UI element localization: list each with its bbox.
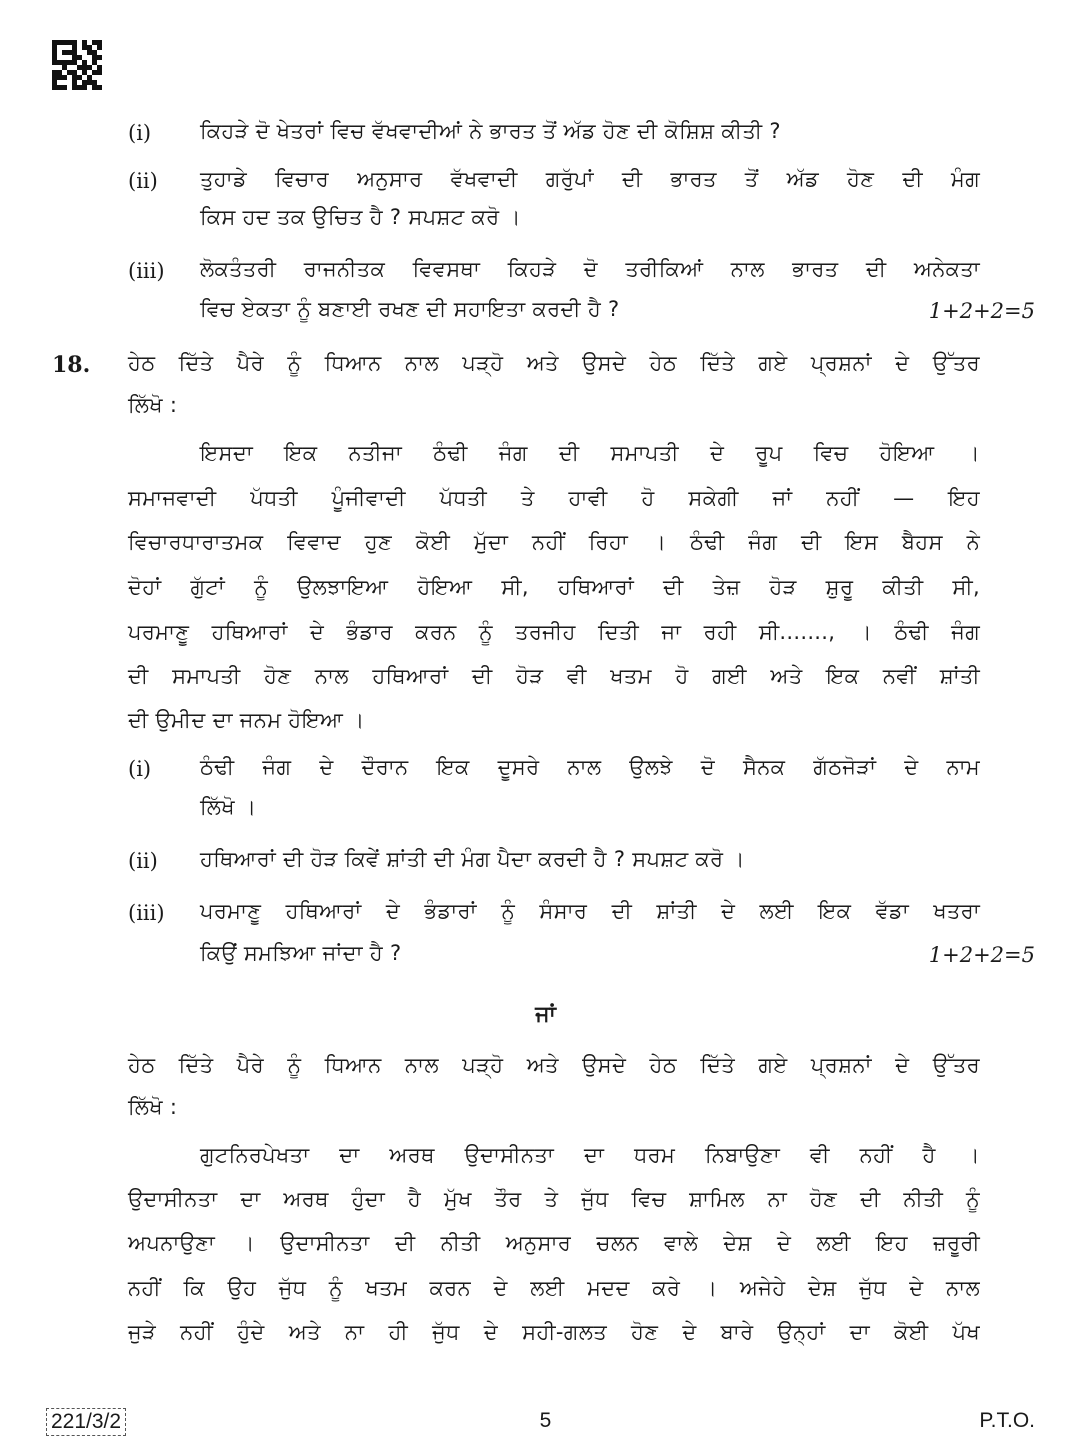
- q18-alt-instruction-line1: ਹੇਠ ਦਿੱਤੇ ਪੈਰੇ ਨੂੰ ਧਿਆਨ ਨਾਲ ਪੜ੍ਹੋ ਅਤੇ ਉਸਦੇ ਹੇਠ ਦਿੱਤੇ ਗਏ ਪ੍ਰਸ਼ਨਾਂ ਦੇ ਉੱਤਰ: [128, 1053, 980, 1077]
- q18-passage-line1: ਇਸਦਾ ਇਕ ਨਤੀਜਾ ਠੰਢੀ ਜੰਗ ਦੀ ਸਮਾਪਤੀ ਦੇ ਰੂਪ ਵਿਚ ਹੋਇਆ ।: [200, 441, 980, 465]
- q18-marks: 1+2+2=5: [928, 943, 1035, 967]
- q18-alt-passage-line2: ਉਦਾਸੀਨਤਾ ਦਾ ਅਰਥ ਹੁੰਦਾ ਹੈ ਮੁੱਖ ਤੌਰ ਤੇ ਜੁੱਧ ਵਿਚ ਸ਼ਾਮਿਲ ਨਾ ਹੋਣ ਦੀ ਨੀਤੀ ਨੂੰ: [128, 1187, 980, 1211]
- q18-part-ii-number: (ii): [128, 849, 158, 873]
- q18-passage-line5: ਪਰਮਾਣੂ ਹਥਿਆਰਾਂ ਦੇ ਭੰਡਾਰ ਕਰਨ ਨੂੰ ਤਰਜੀਹ ਦਿਤੀ ਜਾ ਰਹੀ ਸੀ......., । ਠੰਢੀ ਜੰਗ: [128, 620, 980, 644]
- q18-part-iii-text-line2: ਕਿਉਂ ਸਮਝਿਆ ਜਾਂਦਾ ਹੈ ?: [200, 941, 402, 965]
- q18-part-i-number: (i): [128, 757, 152, 781]
- q18-alt-instruction-line2: ਲਿੱਖੋ :: [128, 1095, 178, 1119]
- q17-part-iii-text-line2: ਵਿਚ ਏਕਤਾ ਨੂੰ ਬਣਾਈ ਰਖਣ ਦੀ ਸਹਾਇਤਾ ਕਰਦੀ ਹੈ ?: [200, 297, 620, 321]
- q18-passage-line3: ਵਿਚਾਰਧਾਰਾਤਮਕ ਵਿਵਾਦ ਹੁਣ ਕੋਈ ਮੁੱਦਾ ਨਹੀਂ ਰਿਹਾ । ਠੰਢੀ ਜੰਗ ਦੀ ਇਸ ਬੈਹਸ ਨੇ: [128, 530, 980, 554]
- q18-alt-passage-line3: ਅਪਨਾਉਣਾ । ਉਦਾਸੀਨਤਾ ਦੀ ਨੀਤੀ ਅਨੁਸਾਰ ਚਲਨ ਵਾਲੇ ਦੇਸ਼ ਦੇ ਲਈ ਇਹ ਜ਼ਰੂਰੀ: [128, 1231, 980, 1255]
- q18-passage-line7: ਦੀ ਉਮੀਦ ਦਾ ਜਨਮ ਹੋਇਆ ।: [128, 708, 365, 732]
- q17-part-ii-number: (ii): [128, 169, 158, 193]
- qr-code: [52, 40, 102, 90]
- q18-passage-line4: ਦੋਹਾਂ ਗੁੱਟਾਂ ਨੂੰ ਉਲਝਾਇਆ ਹੋਇਆ ਸੀ, ਹਥਿਆਰਾਂ ਦੀ ਤੇਜ਼ ਹੋੜ ਸ਼ੁਰੂ ਕੀਤੀ ਸੀ,: [128, 575, 980, 599]
- q17-part-i-number: (i): [128, 121, 152, 145]
- q18-alt-passage-line5: ਜੁੜੇ ਨਹੀਂ ਹੁੰਦੇ ਅਤੇ ਨਾ ਹੀ ਜੁੱਧ ਦੇ ਸਹੀ-ਗਲਤ ਹੋਣ ਦੇ ਬਾਰੇ ਉਨ੍ਹਾਂ ਦਾ ਕੋਈ ਪੱਖ: [128, 1320, 980, 1344]
- q17-part-i-text: ਕਿਹੜੇ ਦੋ ਖੇਤਰਾਂ ਵਿਚ ਵੱਖਵਾਦੀਆਂ ਨੇ ਭਾਰਤ ਤੋਂ ਅੱਡ ਹੋਣ ਦੀ ਕੋਸ਼ਿਸ਼ ਕੀਤੀ ?: [200, 119, 781, 143]
- paper-code: 221/3/2: [46, 1408, 126, 1436]
- q18-part-iii-number: (iii): [128, 901, 165, 925]
- q18-part-iii-text-line1: ਪਰਮਾਣੂ ਹਥਿਆਰਾਂ ਦੇ ਭੰਡਾਰਾਂ ਨੂੰ ਸੰਸਾਰ ਦੀ ਸ਼ਾਂਤੀ ਦੇ ਲਈ ਇਕ ਵੱਡਾ ਖਤਰਾ: [200, 899, 980, 923]
- q17-part-ii-text-line1: ਤੁਹਾਡੇ ਵਿਚਾਰ ਅਨੁਸਾਰ ਵੱਖਵਾਦੀ ਗਰੁੱਪਾਂ ਦੀ ਭਾਰਤ ਤੋਂ ਅੱਡ ਹੋਣ ਦੀ ਮੰਗ: [200, 167, 980, 191]
- question-number-18: 18.: [52, 352, 91, 378]
- q18-alt-passage-line4: ਨਹੀਂ ਕਿ ਉਹ ਜੁੱਧ ਨੂੰ ਖਤਮ ਕਰਨ ਦੇ ਲਈ ਮਦਦ ਕਰੇ । ਅਜੇਹੇ ਦੇਸ਼ ਜੁੱਧ ਦੇ ਨਾਲ: [128, 1276, 980, 1300]
- q18-part-i-text-line2: ਲਿੱਖੋ ।: [200, 795, 257, 819]
- q18-instruction-line2: ਲਿੱਖੋ :: [128, 393, 178, 417]
- q18-passage-line6: ਦੀ ਸਮਾਪਤੀ ਹੋਣ ਨਾਲ ਹਥਿਆਰਾਂ ਦੀ ਹੋੜ ਵੀ ਖਤਮ ਹੋ ਗਈ ਅਤੇ ਇਕ ਨਵੀਂ ਸ਼ਾਂਤੀ: [128, 664, 980, 688]
- q18-part-i-text-line1: ਠੰਢੀ ਜੰਗ ਦੇ ਦੌਰਾਨ ਇਕ ਦੂਸਰੇ ਨਾਲ ਉਲਝੇ ਦੋ ਸੈਨਕ ਗੱਠਜੋੜਾਂ ਦੇ ਨਾਮ: [200, 755, 980, 779]
- q18-instruction-line1: ਹੇਠ ਦਿੱਤੇ ਪੈਰੇ ਨੂੰ ਧਿਆਨ ਨਾਲ ਪੜ੍ਹੋ ਅਤੇ ਉਸਦੇ ਹੇਠ ਦਿੱਤੇ ਗਏ ਪ੍ਰਸ਼ਨਾਂ ਦੇ ਉੱਤਰ: [128, 351, 980, 375]
- q17-part-iii-number: (iii): [128, 259, 165, 283]
- page-number: 5: [539, 1409, 552, 1432]
- please-turn-over: P.T.O.: [979, 1409, 1035, 1432]
- q18-alt-passage-line1: ਗੁਟਨਿਰਪੇਖਤਾ ਦਾ ਅਰਥ ਉਦਾਸੀਨਤਾ ਦਾ ਧਰਮ ਨਿਬਾਉਣਾ ਵੀ ਨਹੀਂ ਹੈ ।: [200, 1143, 980, 1167]
- q17-marks: 1+2+2=5: [928, 299, 1035, 323]
- q18-part-ii-text: ਹਥਿਆਰਾਂ ਦੀ ਹੋੜ ਕਿਵੇਂ ਸ਼ਾਂਤੀ ਦੀ ਮੰਗ ਪੈਦਾ ਕਰਦੀ ਹੈ ? ਸਪਸ਼ਟ ਕਰੋ ।: [200, 847, 745, 871]
- q17-part-ii-text-line2: ਕਿਸ ਹਦ ਤਕ ਉਚਿਤ ਹੈ ? ਸਪਸ਼ਟ ਕਰੋ ।: [200, 205, 521, 229]
- q17-part-iii-text-line1: ਲੋਕਤੰਤਰੀ ਰਾਜਨੀਤਕ ਵਿਵਸਥਾ ਕਿਹੜੇ ਦੋ ਤਰੀਕਿਆਂ ਨਾਲ ਭਾਰਤ ਦੀ ਅਨੇਕਤਾ: [200, 257, 980, 281]
- q18-passage-line2: ਸਮਾਜਵਾਦੀ ਪੱਧਤੀ ਪੂੰਜੀਵਾਦੀ ਪੱਧਤੀ ਤੇ ਹਾਵੀ ਹੋ ਸਕੇਗੀ ਜਾਂ ਨਹੀਂ — ਇਹ: [128, 486, 980, 510]
- or-separator: ਜਾਂ: [535, 1002, 556, 1027]
